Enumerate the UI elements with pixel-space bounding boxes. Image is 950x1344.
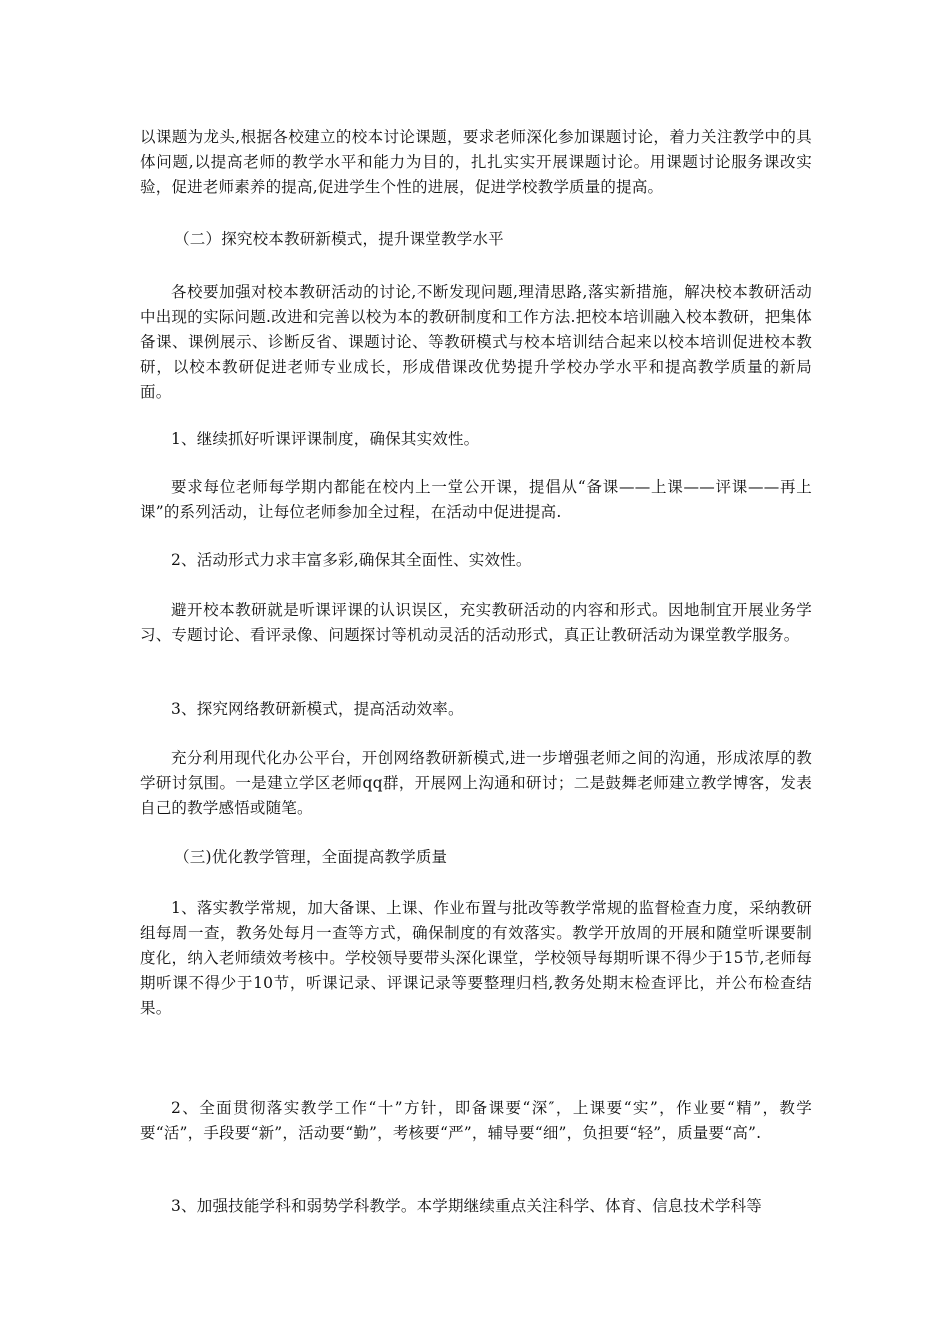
body-paragraph: 3、加强技能学科和弱势学科教学。本学期继续重点关注科学、体育、信息技术学科等 xyxy=(171,1197,762,1215)
subsection-heading: 3、探究网络教研新模式，提高活动效率。 xyxy=(171,700,464,718)
body-paragraph: 1、落实教学常规，加大备课、上课、作业布置与批改等教学常规的监督检查力度，采纳教研组每周一查，教务处每月一查等方式，确保制度的有效落实。教学开放周的开展和随堂听课要制度化，纳入老师绩效考核中。学校领导要带头深化课堂，学校领导每期听课不得少于15节,老师每期听课不得少于10节，听课记录、评课记录等要整理归档,教务处期末检查评比，并公布检查结果。 xyxy=(140,899,812,1017)
body-paragraph: 要求每位老师每学期内都能在校内上一堂公开课，提倡从“备课——上课——评课——再上课”的系列活动，让每位老师参加全过程，在活动中促进提高. xyxy=(140,478,812,521)
subsection-heading: 1、继续抓好听课评课制度，确保其实效性。 xyxy=(171,430,480,448)
body-paragraph: 各校要加强对校本教研活动的讨论,不断发现问题,理清思路,落实新措施，解决校本教研活动中出现的实际问题.改进和完善以校为本的教研制度和工作方法.把校本培训融入校本教研，把集体备课、课例展示、诊断反省、课题讨论、等教研模式与校本培训结合起来以校本培训促进校本教研，以校本教研促进老师专业成长，形成借课改优势提升学校办学水平和提高教学质量的新局面。 xyxy=(140,283,812,401)
body-paragraph: 充分利用现代化办公平台，开创网络教研新模式,进一步增强老师之间的沟通，形成浓厚的教学研讨氛围。一是建立学区老师qq群，开展网上沟通和研讨；二是鼓舞老师建立教学博客，发表自己的教学感悟或随笔。 xyxy=(140,749,812,817)
subsection-heading: 2、活动形式力求丰富多彩,确保其全面性、实效性。 xyxy=(171,551,532,569)
body-paragraph: 2、全面贯彻落实教学工作“十”方针，即备课要“深″，上课要“实”，作业要“精”，教学要“活”，手段要“新”，活动要“勤”，考核要“严”，辅导要“细”，负担要“轻”，质量要“高”. xyxy=(140,1099,812,1142)
body-paragraph: 以课题为龙头,根据各校建立的校本讨论课题，要求老师深化参加课题讨论，着力关注教学中的具体问题,以提高老师的教学水平和能力为目的，扎扎实实开展课题讨论。用课题讨论服务课改实验，促进老师素养的提高,促进学生个性的进展，促进学校教学质量的提高。 xyxy=(140,128,812,196)
section-heading: （二）探究校本教研新模式，提升课堂教学水平 xyxy=(174,230,504,248)
body-paragraph: 避开校本教研就是听课评课的认识误区，充实教研活动的内容和形式。因地制宜开展业务学习、专题讨论、看评录像、问题探讨等机动灵活的活动形式，真正让教研活动为课堂教学服务。 xyxy=(140,601,812,644)
section-heading: （三)优化教学管理，全面提高教学质量 xyxy=(174,848,448,866)
